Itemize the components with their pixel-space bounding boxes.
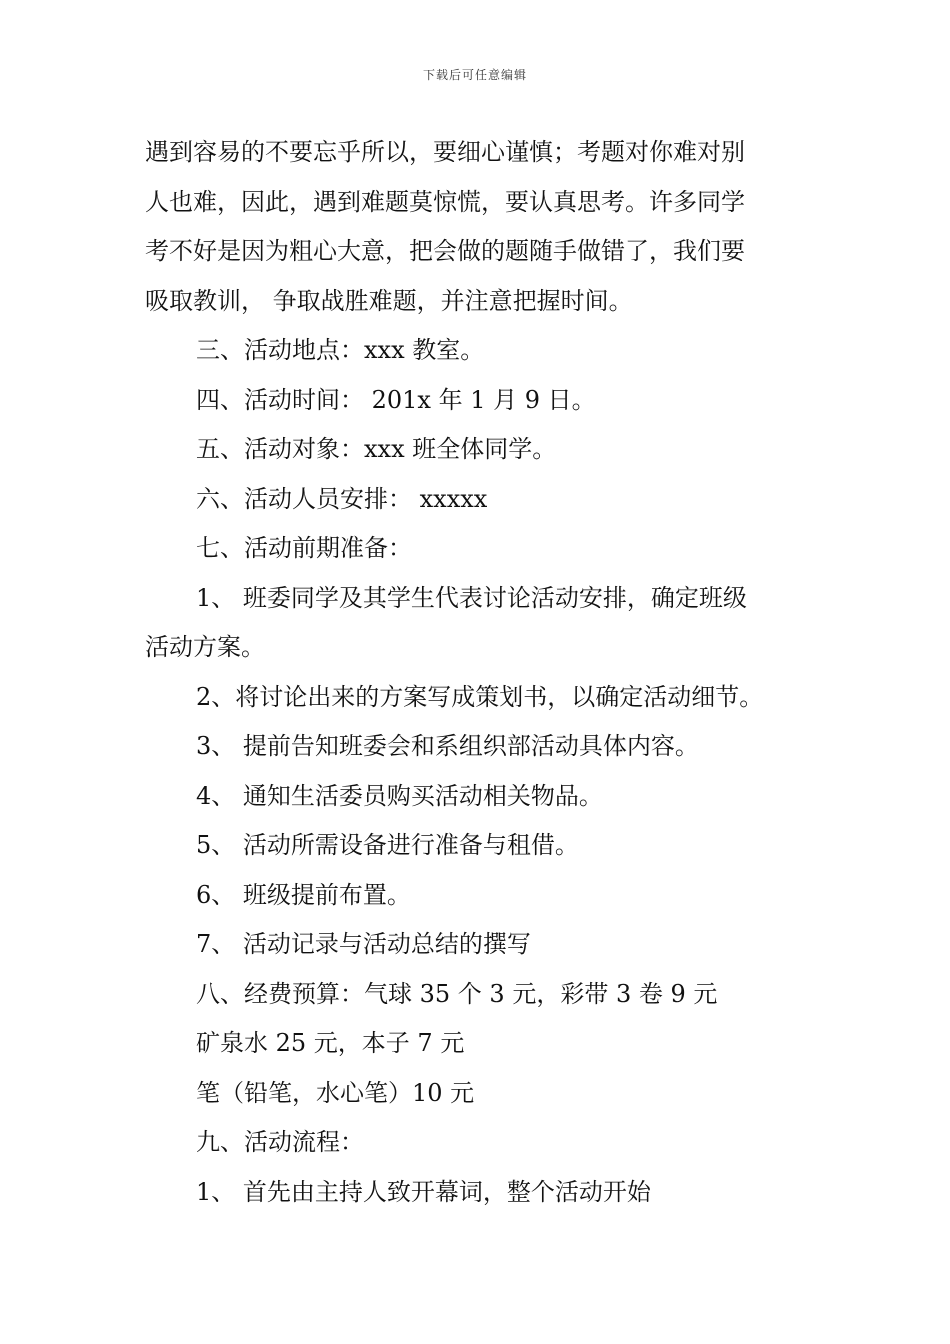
document-body <box>145 128 810 1217</box>
prep-item-2: 2、将讨论出来的方案写成策划书，以确定活动细节。 <box>196 682 764 711</box>
intro-paragraph <box>145 128 810 326</box>
prep-section-title: 七、活动前期准备： <box>196 534 412 562</box>
flow-item-1: 1、 首先由主持人致开幕词，整个活动开始 <box>196 1177 651 1206</box>
intro-line: 吸取教训， 争取战胜难题，并注意把握时间。 <box>145 286 633 315</box>
intro-line: 考不好是因为粗心大意，把会做的题随手做错了，我们要 <box>145 237 745 265</box>
prep-item-1-line-1: 1、 班委同学及其学生代表讨论活动安排，确定班级 <box>196 583 747 612</box>
activity-audience: 五、活动对象：xxx 班全体同学。 <box>196 435 557 463</box>
activity-time: 四、活动时间： 201x 年 1 月 9 日。 <box>196 385 596 414</box>
flow-section-title: 九、活动流程： <box>196 1128 364 1156</box>
activity-location: 三、活动地点：xxx 教室。 <box>196 336 485 364</box>
activity-staff: 六、活动人员安排： xxxxx <box>196 484 488 513</box>
intro-line: 遇到容易的不要忘乎所以，要细心谨慎；考题对你难对别 <box>145 138 745 166</box>
prep-item-6: 6、 班级提前布置。 <box>196 880 411 909</box>
budget-line-3: 笔（铅笔，水心笔）10 元 <box>196 1078 475 1107</box>
prep-item-1 <box>145 574 810 673</box>
prep-item-1-line-2: 活动方案。 <box>145 633 265 661</box>
prep-item-7: 7、 活动记录与活动总结的撰写 <box>196 930 531 958</box>
budget-line-2: 矿泉水 25 元，本子 7 元 <box>196 1029 465 1057</box>
prep-item-4: 4、 通知生活委员购买活动相关物品。 <box>196 781 603 810</box>
page-header: 下载后可任意编辑 <box>422 68 527 82</box>
intro-line: 人也难，因此，遇到难题莫惊慌，要认真思考。许多同学 <box>145 187 745 216</box>
prep-item-3: 3、 提前告知班委会和系组织部活动具体内容。 <box>196 732 699 760</box>
prep-item-5: 5、 活动所需设备进行准备与租借。 <box>196 831 579 859</box>
budget-line-1: 八、经费预算：气球 35 个 3 元，彩带 3 卷 9 元 <box>196 979 718 1008</box>
